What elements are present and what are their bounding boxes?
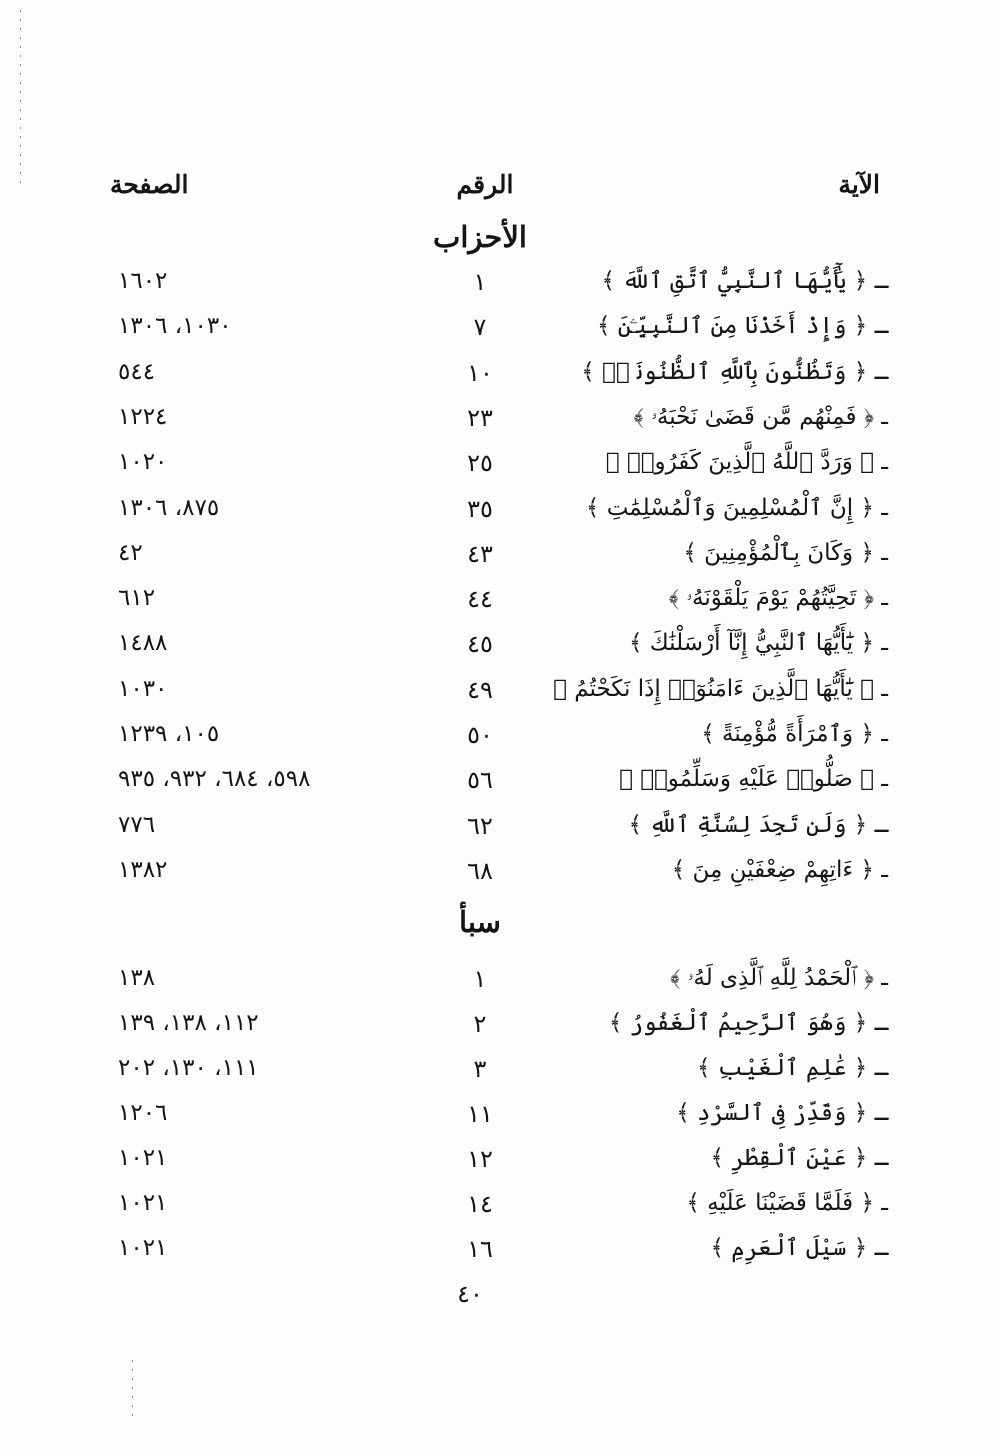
verse-text: ـ ﴿ تَحِيَّتُهُمْ يَوْمَ يَلْقَوْنَهُۥ ﴾ <box>668 585 888 612</box>
verse-number: ٣٥ <box>467 494 493 523</box>
page-references: ١١١، ١٣٠، ٢٠٢ <box>118 1055 259 1081</box>
verse-number: ٢ <box>473 1010 487 1038</box>
verse-number: ١١ <box>467 1100 493 1128</box>
page-references: ١٣٨٢ <box>118 856 168 883</box>
table-row <box>0 585 1000 625</box>
table-row <box>0 313 1000 353</box>
verse-text: ـ ﴿ وَهُوَ ٱلرَّحِيمُ ٱلْغَفُورُ ﴾ <box>608 1010 888 1036</box>
verse-text: ـ ﴿ وَتَظُنُّونَ بِٱللَّهِ ٱلظُّنُونَا۠ ﴾ <box>581 358 888 385</box>
verse-number: ١٦ <box>467 1235 493 1263</box>
table-row <box>0 812 1000 852</box>
verse-number: ١ <box>473 268 487 296</box>
page-references: ١٤٨٨ <box>118 630 168 657</box>
verse-number: ٣ <box>473 1055 487 1083</box>
verse-text: ـ ﴿ وَقَدِّرْ فِى ٱلسَّرْدِ ﴾ <box>676 1100 888 1126</box>
page-references: ١٠٢٠ <box>118 449 168 476</box>
page-references: ١٠٢١ <box>118 1190 168 1216</box>
verse-number: ٦٢ <box>467 811 493 840</box>
column-header-page: الصفحة <box>110 170 189 199</box>
page-references: ١٠٣٠ <box>118 675 168 702</box>
verse-text: ـ ﴿ فَمِنْهُم مَّن قَضَىٰ نَحْبَهُۥ ﴾ <box>633 403 888 430</box>
page-references: ٧٧٦ <box>118 811 156 838</box>
table-row <box>0 857 1000 897</box>
verse-text: ـ ﴿ يَٰٓأَيُّهَا ٱلنَّبِيُّ ٱتَّقِ ٱللَّهَ ﴾ <box>601 268 888 294</box>
table-row <box>0 1100 1000 1140</box>
verse-text: ـ ﴿ عَٰلِمِ ٱلْغَيْبِ ﴾ <box>697 1055 888 1081</box>
page-references: ٥٩٨، ٦٨٤، ٩٣٢، ٩٣٥ <box>118 766 311 793</box>
surah-title: الأحزاب <box>433 220 527 254</box>
verse-number: ٦٨ <box>467 856 493 885</box>
scan-edge-marks <box>20 10 21 190</box>
page-references: ١١٢، ١٣٨، ١٣٩ <box>118 1010 259 1036</box>
table-row <box>0 1235 1000 1275</box>
verse-number: ١٤ <box>467 1190 493 1218</box>
verse-number: ١٠ <box>467 358 493 387</box>
page-references: ١٦٠٢ <box>118 268 168 294</box>
table-row <box>0 495 1000 535</box>
scan-edge-marks <box>132 1360 133 1420</box>
table-row <box>0 268 1000 308</box>
page-references: ١٣٨ <box>118 965 156 991</box>
page-references: ٥٤٤ <box>118 358 156 385</box>
verse-text: ـ ﴿ سَيْلَ ٱلْعَرِمِ ﴾ <box>710 1235 888 1261</box>
verse-text: ـ ﴿ وَٱمْرَأَةً مُّؤْمِنَةً ﴾ <box>701 721 888 747</box>
surah-title: سبأ <box>459 905 501 939</box>
table-row <box>0 1055 1000 1095</box>
verse-number: ٧ <box>473 313 487 342</box>
verse-number: ٢٣ <box>467 403 493 432</box>
table-row <box>0 404 1000 444</box>
verse-number: ٥٠ <box>467 721 493 749</box>
verse-text: ـ ﴿ إِنَّ ٱلْمُسْلِمِينَ وَٱلْمُسْلِمَٰتِ ﴾ <box>585 494 888 521</box>
verse-text: ـ ﴿ ءَاتِهِمْ ضِعْفَيْنِ مِنَ ﴾ <box>671 856 888 883</box>
table-row <box>0 359 1000 399</box>
verse-number: ٤٩ <box>467 675 493 704</box>
page-references: ١٠٢١ <box>118 1235 168 1261</box>
table-row <box>0 676 1000 716</box>
verse-text: ـ ﴿ وَكَانَ بِٱلْمُؤْمِنِينَ ﴾ <box>683 539 888 566</box>
table-row <box>0 1145 1000 1185</box>
verse-text: ـ ﴿ ٱلْحَمْدُ لِلَّهِ ٱلَّذِى لَهُۥ ﴾ <box>670 965 888 991</box>
table-row <box>0 449 1000 489</box>
page-number: ٤٠ <box>457 1280 483 1308</box>
page-references: ١٢٠٦ <box>118 1100 168 1126</box>
verse-text: ـ ﴿ صَلُّوا۟ عَلَيْهِ وَسَلِّمُوا۟ ﴾ <box>619 766 888 793</box>
table-row <box>0 1010 1000 1050</box>
table-row <box>0 630 1000 670</box>
page-references: ٤٢ <box>118 539 143 566</box>
table-row <box>0 766 1000 806</box>
verse-text: ـ ﴿ وَإِذْ أَخَذْنَا مِنَ ٱلنَّبِيِّـۧنَ ﴾ <box>596 313 888 340</box>
page-references: ١٠٥، ١٢٣٩ <box>118 721 220 747</box>
verse-text: ـ ﴿ وَرَدَّ ٱللَّهُ ٱلَّذِينَ كَفَرُوا۟ ﴾ <box>605 449 888 476</box>
page-references: ١٠٢١ <box>118 1145 168 1171</box>
table-row <box>0 965 1000 1005</box>
table-row <box>0 721 1000 761</box>
verse-text: ـ ﴿ فَلَمَّا قَضَيْنَا عَلَيْهِ ﴾ <box>686 1190 888 1216</box>
verse-number: ١ <box>473 965 487 993</box>
page-references: ٨٧٥، ١٣٠٦ <box>118 494 220 521</box>
verse-number: ٤٣ <box>467 539 493 568</box>
page-references: ٦١٢ <box>118 585 156 612</box>
column-header-ayah: الآية <box>838 170 880 199</box>
verse-number: ٤٤ <box>467 585 493 614</box>
verse-text: ـ ﴿ وَلَن تَجِدَ لِسُنَّةِ ٱللَّهِ ﴾ <box>628 811 888 838</box>
table-row <box>0 540 1000 580</box>
column-header-number: الرقم <box>456 170 514 199</box>
verse-text: ـ ﴿ يَٰٓأَيُّهَا ٱلنَّبِيُّ إِنَّآ أَرْسَلْنَٰكَ ﴾ <box>628 630 888 657</box>
verse-text: ـ ﴿ عَيْنَ ٱلْقِطْرِ ﴾ <box>710 1145 888 1171</box>
verse-number: ٢٥ <box>467 449 493 478</box>
page-references: ١٢٢٤ <box>118 403 168 430</box>
verse-text: ـ ﴿ يَٰٓأَيُّهَا ٱلَّذِينَ ءَامَنُوٓا۟ إِذَا نَكَحْتُمُ ﴾ <box>553 675 888 702</box>
table-row <box>0 1190 1000 1230</box>
page-references: ١٠٣٠، ١٣٠٦ <box>118 313 232 340</box>
verse-number: ٤٥ <box>467 630 493 659</box>
verse-number: ٥٦ <box>467 766 493 795</box>
verse-number: ١٢ <box>467 1145 493 1173</box>
